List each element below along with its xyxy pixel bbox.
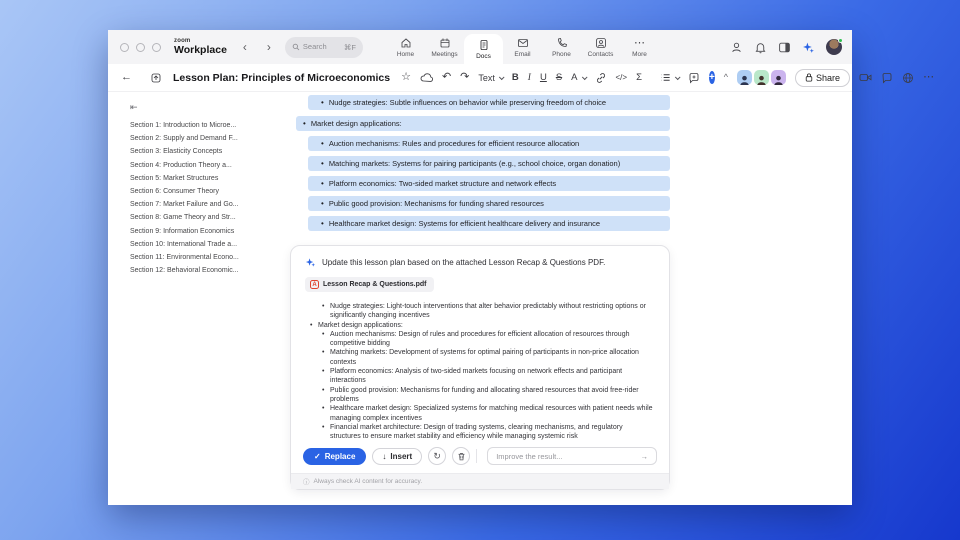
- ai-bullet: • Public good provision: Mechanisms for funding and allocating shared resources that avoid free-rider problems: [305, 386, 653, 405]
- arrow-down-icon: ↓: [382, 451, 387, 461]
- chevron-down-icon: [499, 74, 505, 80]
- app-tabs: [386, 30, 659, 64]
- add-content-button[interactable]: +: [708, 72, 715, 83]
- bold-button[interactable]: B: [511, 72, 519, 83]
- chat-icon[interactable]: [881, 72, 893, 84]
- sidebar-item-section-2[interactable]: Section 2: Supply and Demand F...: [130, 135, 238, 143]
- ai-prompt-text: Update this lesson plan based on the attached Lesson Recap & Questions PDF.: [322, 258, 606, 267]
- collaborator-avatars: [737, 70, 786, 85]
- info-icon: ⓘ: [303, 479, 310, 487]
- attachment-name: Lesson Recap & Questions.pdf: [323, 281, 427, 288]
- cloud-save-icon[interactable]: [420, 73, 433, 83]
- profile-icon[interactable]: [730, 41, 743, 54]
- highlighted-doc-line[interactable]: • Healthcare market design: Systems for efficient healthcare delivery and insurance: [308, 216, 670, 231]
- email-icon: [517, 37, 529, 49]
- sidebar-item-section-4[interactable]: Section 4: Production Theory a...: [130, 161, 232, 169]
- search-placeholder: Search: [302, 42, 327, 52]
- tab-email[interactable]: Email: [503, 30, 542, 64]
- doc-title: Lesson Plan: Principles of Microeconomics: [173, 71, 391, 84]
- list-icon: [660, 72, 671, 83]
- toolbar-right: [737, 69, 934, 87]
- collapse-sidebar-icon[interactable]: ⇤: [130, 102, 138, 112]
- docs-home-icon[interactable]: [150, 72, 162, 84]
- improve-result-input[interactable]: [487, 447, 657, 465]
- notifications-bell-icon[interactable]: [754, 41, 767, 54]
- sidebar-item-section-1[interactable]: Section 1: Introduction to Microe...: [130, 122, 237, 129]
- highlighted-doc-line[interactable]: • Auction mechanisms: Rules and procedures for efficient resource allocation: [308, 136, 670, 151]
- logo-zoom-text: zoom: [174, 38, 191, 45]
- sidebar-item-section-8[interactable]: Section 8: Game Theory and Str...: [130, 214, 236, 222]
- collaborator-avatar[interactable]: [737, 70, 752, 85]
- sidebar-item-section-7[interactable]: Section 7: Market Failure and Go...: [130, 201, 239, 209]
- contacts-icon: [595, 37, 607, 49]
- list-style-dropdown[interactable]: [660, 72, 679, 83]
- highlighted-doc-line[interactable]: • Matching markets: Systems for pairing participants (e.g., school choice, organ donation): [308, 156, 670, 171]
- docs-icon: [478, 39, 490, 51]
- improve-placeholder: Improve the result...: [496, 451, 563, 461]
- globe-icon[interactable]: [902, 72, 914, 84]
- ai-action-row: [291, 447, 669, 465]
- user-avatar[interactable]: [826, 39, 842, 55]
- ai-companion-icon[interactable]: [802, 41, 815, 54]
- zoom-workplace-window: [108, 30, 935, 505]
- ai-bullet: • Market design applications:: [305, 321, 653, 330]
- sidebar-item-section-3[interactable]: Section 3: Elasticity Concepts: [130, 148, 223, 156]
- history-nav: [243, 41, 271, 53]
- ai-disclaimer-text: Always check AI content for accuracy.: [313, 478, 423, 486]
- trash-icon: [457, 452, 466, 461]
- code-icon[interactable]: </>: [615, 73, 628, 82]
- share-button[interactable]: Share: [795, 69, 850, 87]
- tab-more[interactable]: ⋯ More: [632, 36, 647, 58]
- ai-sparkle-icon: [305, 257, 316, 268]
- minimize-window-button[interactable]: [136, 43, 145, 52]
- more-icon: ⋯: [634, 36, 645, 49]
- tab-contacts[interactable]: Contacts: [581, 30, 620, 64]
- collapse-toolbar-icon[interactable]: ^: [723, 72, 729, 82]
- titlebar: [108, 30, 852, 64]
- strikethrough-button[interactable]: S: [555, 72, 563, 83]
- nav-back-button[interactable]: ‹: [242, 40, 247, 54]
- sidebar-item-section-10[interactable]: Section 10: International Trade a...: [130, 240, 238, 248]
- highlighted-doc-line[interactable]: • Nudge strategies: Subtle influences on behavior while preserving freedom of choice: [308, 95, 670, 110]
- ai-bullet: • Matching markets: Development of systems for optimal pairing of participants in non-price allocation contexts: [305, 348, 653, 367]
- presence-status-dot: [838, 38, 843, 43]
- chevron-down-icon: [675, 74, 681, 80]
- doc-toolbar: [108, 64, 935, 92]
- sidebar-item-section-12[interactable]: Section 12: Behavioral Economic...: [130, 267, 239, 275]
- zoom-workplace-logo: [174, 38, 227, 56]
- back-icon[interactable]: ←: [121, 71, 132, 83]
- maximize-window-button[interactable]: [152, 43, 161, 52]
- sidebar-item-section-6[interactable]: Section 6: Consumer Theory: [130, 188, 219, 196]
- close-window-button[interactable]: [120, 43, 129, 52]
- window-controls: [120, 43, 161, 52]
- undo-icon[interactable]: ↶: [441, 71, 452, 83]
- ai-companion-panel: [290, 245, 670, 490]
- collaborator-avatar[interactable]: [754, 70, 769, 85]
- check-icon: ✓: [314, 451, 321, 461]
- home-icon: [400, 37, 412, 49]
- tab-phone[interactable]: Phone: [542, 30, 581, 64]
- replace-button[interactable]: ✓ Replace: [303, 448, 366, 465]
- phone-icon: [556, 37, 568, 49]
- ai-bullet: • Financial market architecture: Design of trading systems, clearing mechanisms, and regulatory structures to ensure market stability and efficiency while managing systemic risk: [305, 423, 653, 442]
- ai-bullet: • Auction mechanisms: Design of rules and procedures for efficient allocation of resources through competitive bidding: [305, 330, 653, 349]
- search-shortcut: ⌘F: [343, 42, 356, 52]
- side-panel-toggle-icon[interactable]: [778, 41, 791, 54]
- ai-bullet: • Healthcare market design: Specialized systems for matching medical resources with patient needs while managing complex incentives: [305, 404, 653, 423]
- ai-bullet: • Nudge strategies: Light-touch interventions that alter behavior predictably without restricting options or significantly changing incentives: [305, 302, 653, 321]
- collaborator-avatar[interactable]: [771, 70, 786, 85]
- link-icon[interactable]: [595, 72, 607, 84]
- titlebar-right-actions: [730, 39, 842, 55]
- tab-meetings[interactable]: Meetings: [425, 30, 464, 64]
- tab-home[interactable]: Home: [386, 30, 425, 64]
- italic-button[interactable]: I: [527, 72, 531, 83]
- refresh-icon: ↻: [433, 450, 441, 461]
- ai-result-body: [291, 292, 669, 441]
- sidebar-item-section-11[interactable]: Section 11: Environmental Econo...: [130, 254, 239, 262]
- underline-button[interactable]: U: [539, 72, 547, 83]
- favorite-star-icon[interactable]: ☆: [401, 71, 411, 83]
- chevron-down-icon: [581, 74, 587, 80]
- highlighted-doc-line[interactable]: • Public good provision: Mechanisms for funding shared resources: [308, 196, 670, 211]
- action-divider: [476, 449, 477, 463]
- lock-icon: [805, 73, 813, 82]
- search-input[interactable]: [285, 37, 363, 58]
- tab-docs[interactable]: Docs: [464, 34, 503, 64]
- outline-sidebar: [108, 92, 288, 505]
- ai-disclaimer: [291, 473, 669, 489]
- calendar-icon: [439, 37, 451, 49]
- logo-workplace-text: Workplace: [174, 44, 227, 57]
- search-icon: [292, 43, 300, 51]
- text-style-dropdown[interactable]: Text: [478, 73, 503, 83]
- highlighted-doc-line[interactable]: • Market design applications:: [296, 116, 670, 131]
- formula-sigma-icon[interactable]: Σ: [636, 72, 642, 83]
- comment-icon[interactable]: [688, 72, 700, 84]
- submit-arrow-icon: →: [640, 451, 648, 461]
- insert-button[interactable]: ↓ Insert: [372, 448, 422, 465]
- sidebar-item-section-9[interactable]: Section 9: Information Economics: [130, 227, 235, 235]
- attachment-chip[interactable]: [305, 277, 434, 292]
- text-color-dropdown[interactable]: A: [571, 72, 585, 83]
- doc-content: [108, 92, 852, 505]
- highlighted-doc-line[interactable]: • Platform economics: Two-sided market structure and network effects: [308, 176, 670, 191]
- discard-button[interactable]: [452, 447, 470, 465]
- nav-forward-button[interactable]: ›: [266, 40, 271, 54]
- pdf-file-icon: A: [310, 280, 319, 289]
- regenerate-button[interactable]: [428, 447, 446, 465]
- ai-bullet: • Platform economics: Analysis of two-sided markets focusing on network effects and participant interactions: [305, 367, 653, 386]
- document-body: [288, 92, 852, 505]
- more-options-icon[interactable]: ⋯: [923, 71, 935, 83]
- video-camera-icon[interactable]: [859, 72, 872, 83]
- ai-prompt-row: [291, 246, 669, 268]
- redo-icon[interactable]: ↷: [460, 71, 470, 83]
- sidebar-item-section-5[interactable]: Section 5: Market Structures: [130, 174, 219, 182]
